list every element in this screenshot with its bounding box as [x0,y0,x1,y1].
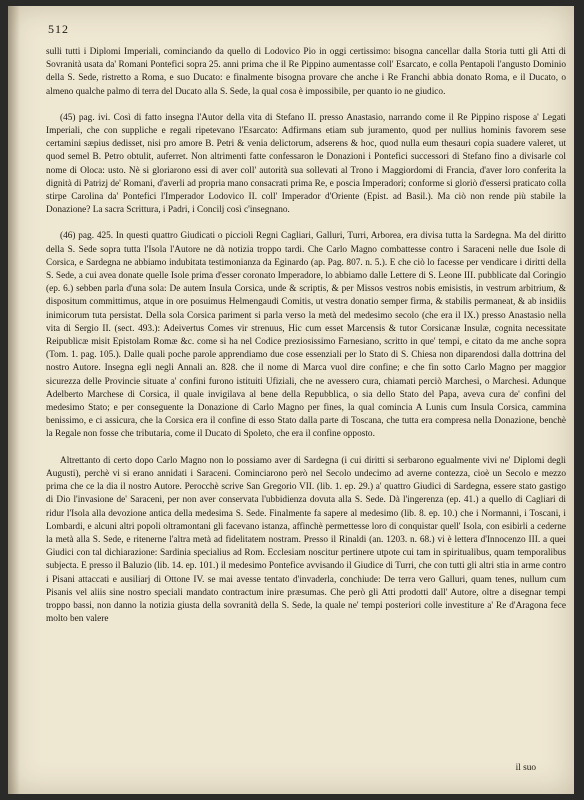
paragraph-sardegna: Altrettanto di certo dopo Carlo Magno non lo possiamo aver di Sardegna (i cui diritti si serbarono egualmente vivi ne' Diplomi degli Augusti), perchè vi si erano annidati i Saraceni. Cominciarono però nel Secolo undecimo ad averne contezza, cioè un Secolo e mezzo prima che ce la dia il nostro Autore. Perocchè scrive San Gregorio VII. (lib. 1. ep. 29.) a' quattro Giudici di Sardegna, essere stato gastigo di Dio l'invasione de' Saraceni, per non aver conservata l'ubbidienza dovuta alla S. Sede. Dà l'ingerenza (ep. 41.) a quello di Cagliari di ridur l'Isola alla devozione antica della medesima S. Sede. Finalmente fa sapere al medesimo (lib. 8. ep. 10.) che i Normanni, i Toscani, i Lombardi, e alcuni altri popoli oltramontani gli facevano istanza, affinchè permettesse loro di conquistar quell' Isola, con esibirli a cederne la metà alla S. Sede, e ritenerne l'altra metà ad fidelitatem nostram. Presso il Rinaldi (an. 1203. n. 68.) vi è lettera d'Innocenzo III. a quei Giudici con tal dichiarazione: Sardinia specialius ad Rom. Ecclesiam noscitur pertinere utpote cui tam in spiritualibus, quam temporalibus subjecta. E presso il Baluzio (lib. 14. ep. 101.) il medesimo Pontefice avvisando il Giudice di Turri, che con tutti gli altri stia in arme contro i Pisani attaccati e ausiliarj di Ottone IV. se mai avesse tentato d'invaderla, conchiude: De terra vero Galluri, quam tenes, nullum cum Pisanis vel aliis sine nostro speciali mandato contractum inire præsumas. Che però gli Atti prodotti dall' Autore, oltre a disegnar tempi troppo bassi, non danno la notizia giusta della sovranità della S. Sede, la quale ne' tempi posteriori colle investiture a' Re d'Aragona fece molto ben valere [46,455,566,625]
note-45: (45) pag. ivi. Così di fatto insegna l'Autor della vita di Stefano II. presso Anastasio, narrando come il Re Pippino rispose a' Legati Imperiali, che con suppliche e regali ripetevano l'Esarcato: Adfirmans etiam sub juramento, quod per nullius hominis favorem sese certamini sæpius dedisset, nisi pro amore B. Petri & venia delictorum, adserens & hoc, quod nulla eum thesauri copia suadere valeret, ut quod semel B. Petro obtulit, auferret. Non altrimenti fatte confessaron le Donazioni i Pontefici successori di Stefano fino a divisarle col nome di Oloca: usto. Nè si gloriarono essi di aver coll' autorità sua sollevati al Trono i Maggiordomi di Francia, d'aver loro conferita la dignità di Patrizj de' Romani, d'averli ad propria mano consacrati prima Re, e poscia Imperadori; conforme si gloriò d'essersi praticato colla stirpe Carolina da' Pontefici l'Imperador Lodovico II. coll' Imperador d'Oriente (Epist. ad Basil.). Ma ciò non rende più stabile la Donazione? La sacra Scrittura, i Padri, i Concilj così c'insegnano. [46,112,566,216]
page-gutter-shadow [8,6,20,794]
catchword: il suo [515,763,536,773]
page-body [46,46,566,626]
paragraph-continuation: sulli tutti i Diplomi Imperiali, cominciando da quello di Lodovico Pio in oggi certissimo: bisogna cancellar dalla Storia tutti gli Atti di Sovranità usata da' Romani Pontefici sopra 25. anni prima che il Re Pippino aumentasse coll' Esarcato, e colla Pentapoli l'angusto Dominio della S. Sede, ristretto a Roma, e suo Ducato: e finalmente bisogna provare che anche i Re Franchi abbia donato Roma, e il Ducato, o almeno qualche palmo di terra del Ducato alla S. Sede, la qual cosa è impossibile, per quanto io ne giudico. [46,47,566,97]
note-46: (46) pag. 425. In questi quattro Giudicati o piccioli Regni Cagliari, Galluri, Turri, Arborea, era divisa tutta la Sardegna. Ma del diritto della S. Sede sopra tutta l'Isola l'Autore ne dà notizia troppo tardi. Che Carlo Magno combattesse contro i Saraceni nelle due Isole di Corsica, e Sardegna ne abbiamo indubitata testimonianza da Eginardo (ap. Pag. 807. n. 5.). E che ciò lo facesse per vendicare i diritti della S. Sede, a cui avea donate quelle Isole prima d'esser coronato Imperadore, lo abbiamo dalle Lettere di S. Leone III. pubblicate dal Coringio (ep. 6.) sebben parla d'una sola: De autem Insula Corsica, unde & scriptis, & per Missos vestros nobis emisistis, in vestrum arbitrium, & dispositum committimus, atque in ore posuimus Helmengaudi Comitis, ut vestra donatio semper firma, & stabilis permaneat, & ab insidiis inimicorum tuta persistat. Della sola Corsica pariment si parla verso la metà del medesimo secolo (che era il IX.) presso Anastasio nella vita di Sergio II. (sect. 493.): Adeivertus Comes vir strenuus, Hic cum esset Marcensis & tutor Corsicanæ Insulæ, cognita necessitate Reipublicæ misit Epistolam Romæ &c. come si ha nel Codice preziosissimo Farnesiano, scritto in que' tempi, e citato da me anche sopra (Tom. 1. pag. 105.). Dalle quali poche parole apprendiamo due cose essenziali per lo Stato di S. Chiesa non diparendosi dalla dottrina del nostro Autore. Insegna egli negli Annali an. 828. che il nome di Marca vuol dire confine; e che fin sotto Carlo Magno per maggior sicurezza delle Provincie situate a' confini furono istituiti Ufiziali, che ne avessero cura, chiamati perciò Marchesi, o Marchesi. Adunque Adelberto Marchese di Corsica, il quale invigilava al bene della Repubblica, o sia dello Stato del Papa, aveva cura de' confini del medesimo Stato; e per conseguente la Donazione di Carlo Magno per fines, la qual comincia A Lunis cum Insula Corsica, cammina benissimo, e ci assicura, che la Corsica era il confine di esso Stato dalla parte di Toscana, che tutta era compresa nella Donazione, benchè la Regale non fosse che tributaria, come il Ducato di Spoleto, che era il confine opposto. [46,231,566,440]
page-number: 512 [48,22,69,36]
book-page [8,6,574,794]
